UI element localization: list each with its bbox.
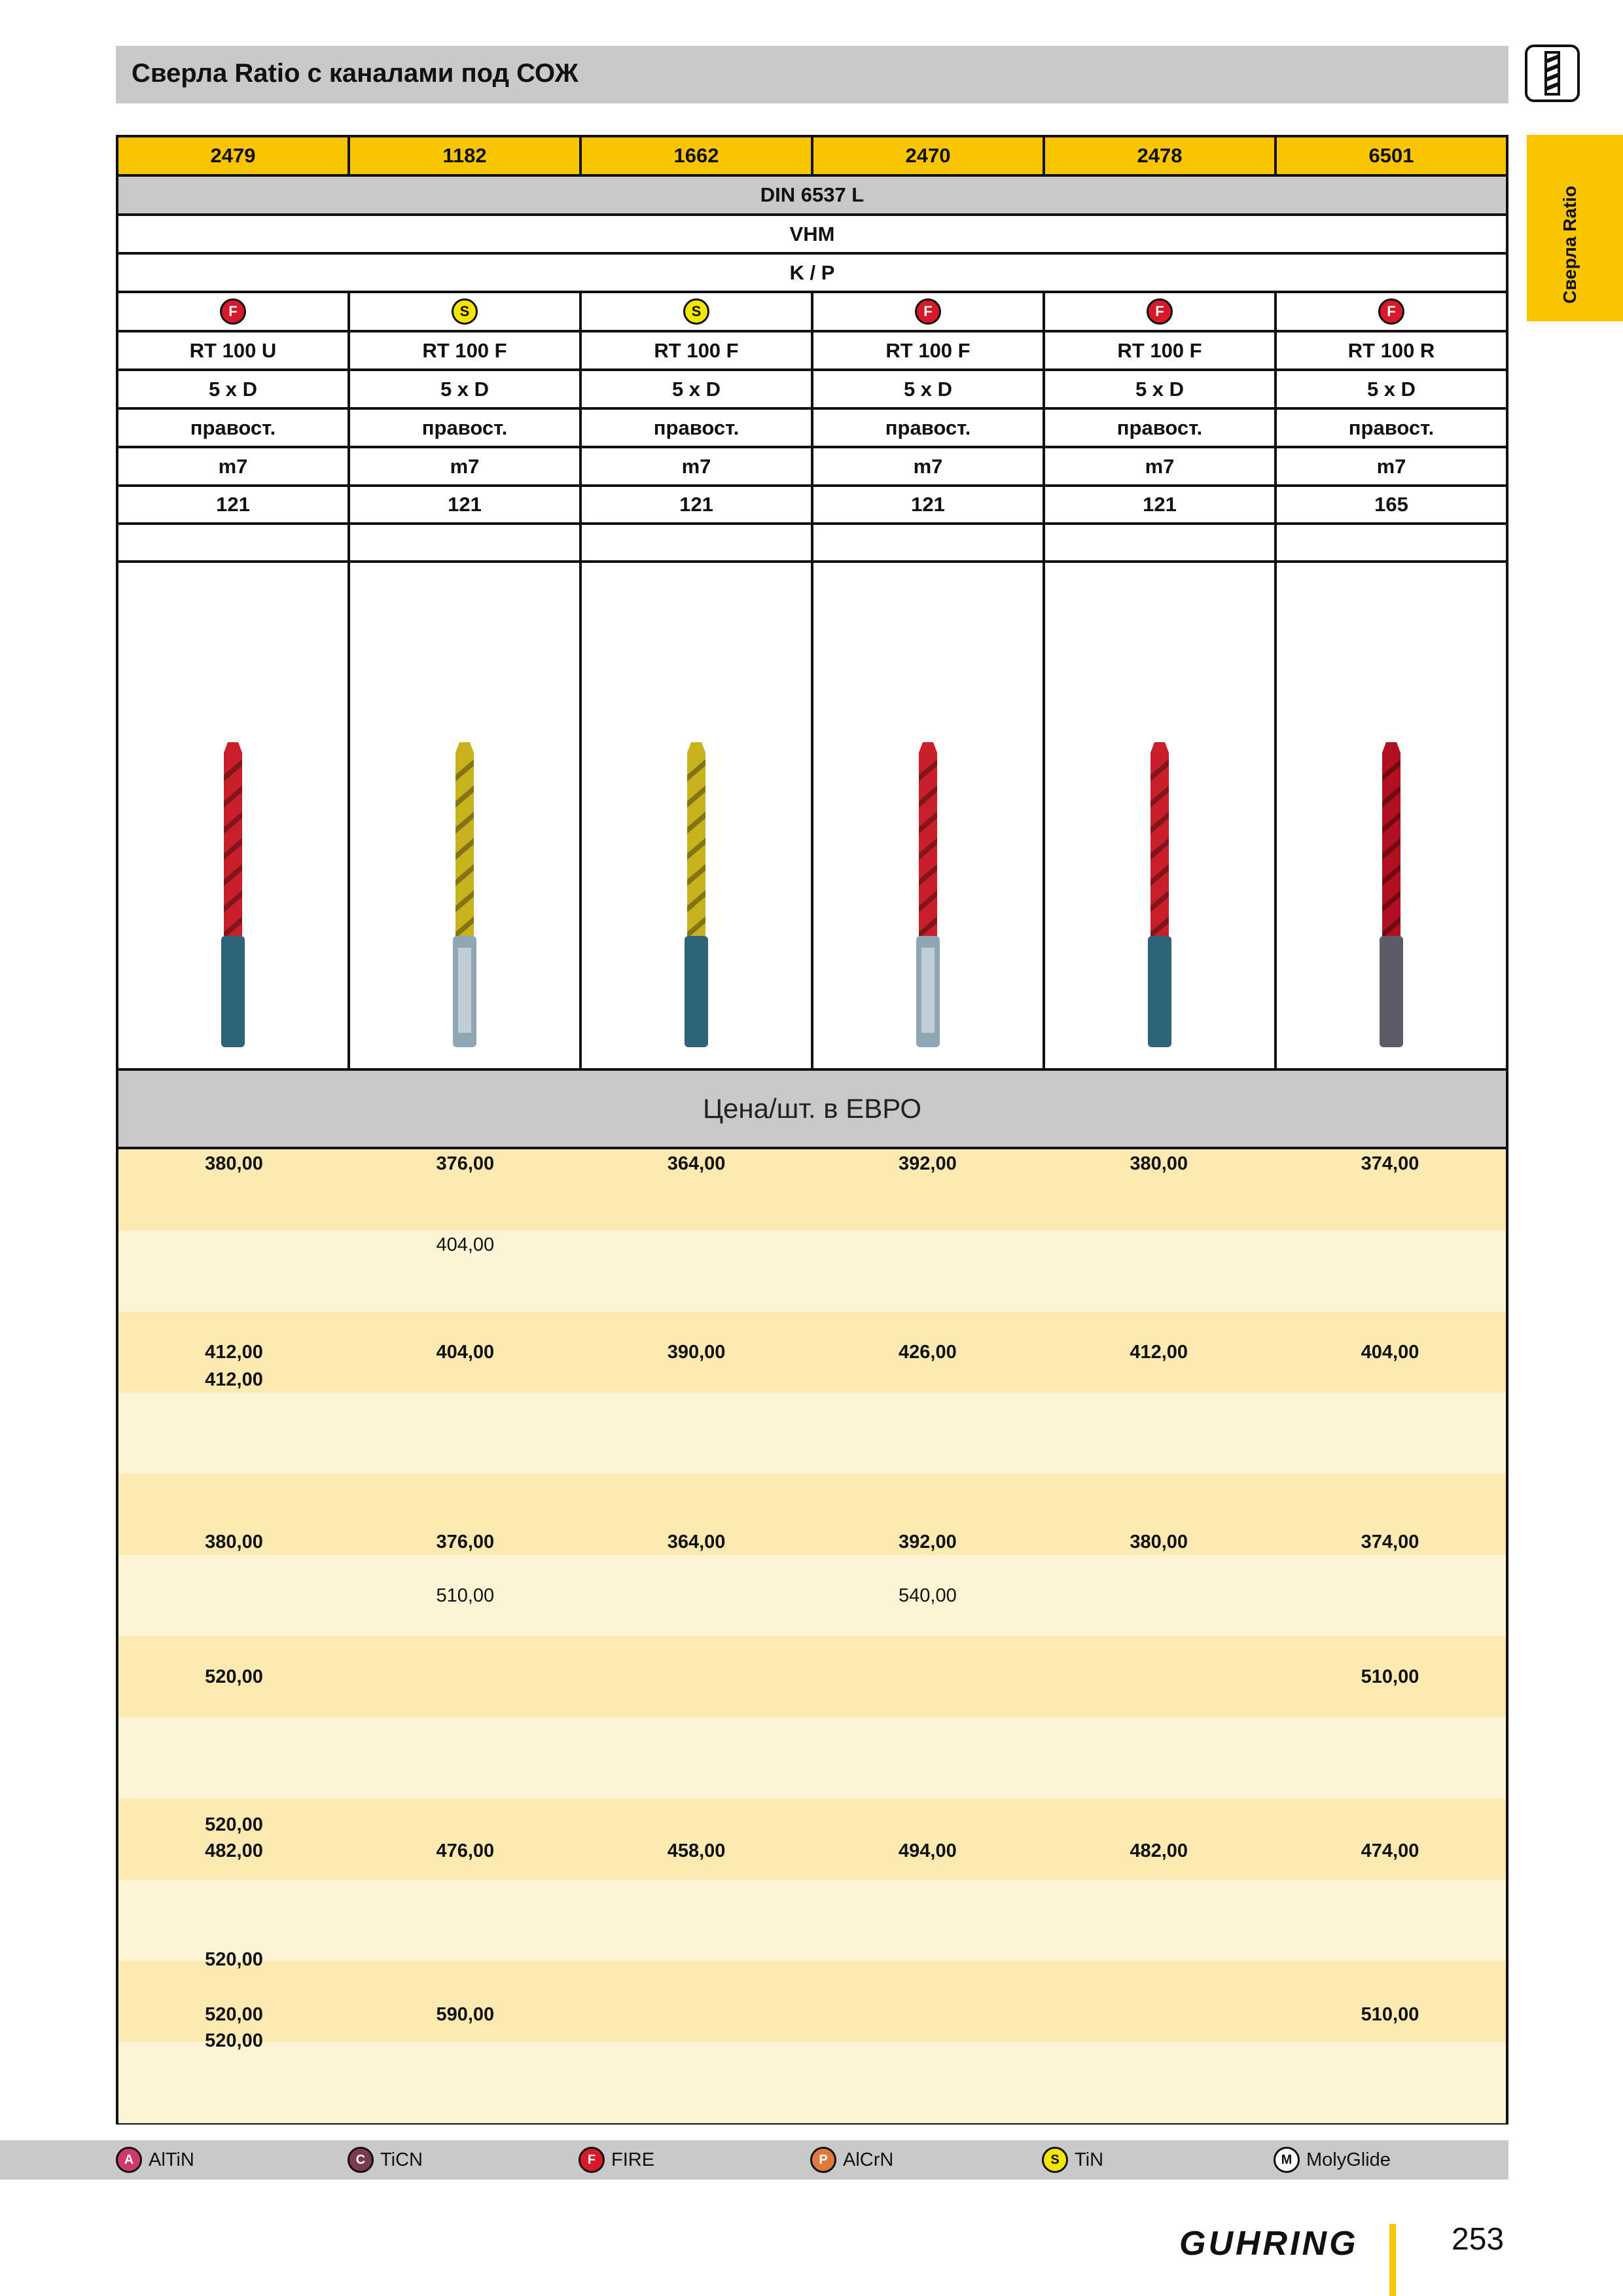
legend-item-altin	[116, 2147, 194, 2173]
price-band	[118, 1799, 1506, 1880]
price-cell: 404,00	[1361, 1342, 1419, 1363]
article-number: 2479	[118, 137, 350, 174]
page-reference: 121	[1045, 487, 1277, 522]
tolerance: m7	[1376, 454, 1406, 478]
drill-type: RT 100 F	[582, 332, 813, 368]
page-title: Сверла Ratio с каналами под СОЖ	[132, 59, 579, 88]
legend-item-tin	[1042, 2147, 1103, 2173]
tolerance-row	[118, 448, 1506, 487]
drill-icon	[1133, 740, 1186, 1054]
drill-icon	[438, 740, 491, 1054]
drill-shank	[1148, 936, 1171, 1047]
price-band	[118, 1393, 1506, 1474]
price-band	[118, 2042, 1506, 2123]
side-tab-label: Сверла Ratio	[1560, 185, 1580, 304]
price-cell: 520,00	[205, 2030, 263, 2051]
tin-coating-icon: S	[452, 298, 478, 325]
coating-row	[118, 293, 1506, 332]
price-cell: 412,00	[1130, 1342, 1188, 1363]
drill-shank-flat	[921, 948, 935, 1033]
fire-coating-icon: F	[915, 298, 941, 325]
drill-icon	[902, 740, 954, 1054]
price-cell: 510,00	[436, 1585, 495, 1606]
price-cell: 380,00	[1130, 1153, 1188, 1174]
price-cell: 376,00	[436, 1153, 495, 1174]
fire-coating-icon: F	[1147, 298, 1173, 325]
tin-icon: S	[1042, 2147, 1068, 2173]
altin-icon: A	[116, 2147, 142, 2173]
application-label: K / P	[789, 260, 835, 284]
price-cell: 374,00	[1361, 1153, 1419, 1174]
price-cell: 540,00	[899, 1585, 957, 1606]
material-label: VHM	[789, 222, 835, 245]
drill-image-cell	[1045, 563, 1277, 1068]
cutting-direction: правост.	[350, 410, 582, 446]
molyglide-icon: M	[1274, 2147, 1300, 2173]
legend-item-alcrn	[810, 2147, 893, 2173]
fire-icon: F	[579, 2147, 605, 2173]
price-cell: 412,00	[205, 1369, 263, 1390]
length-ratio: 5 x D	[1366, 377, 1416, 401]
article-number: 6501	[1368, 144, 1414, 167]
price-cell: 392,00	[899, 1153, 957, 1174]
page-ref-row	[118, 487, 1506, 525]
page-reference: 121	[350, 487, 582, 522]
price-cell: 390,00	[667, 1342, 726, 1363]
length-ratio: 5 x D	[813, 371, 1045, 407]
price-band	[118, 1717, 1506, 1799]
drill-type: RT 100 F	[813, 332, 1045, 368]
price-cell: 520,00	[205, 1666, 263, 1687]
drill-shank	[685, 936, 708, 1047]
empty-row	[118, 525, 1506, 563]
legend-item-fire	[579, 2147, 654, 2173]
price-cell: 374,00	[1361, 1532, 1419, 1552]
cutting-direction: правост.	[1045, 410, 1277, 446]
length-ratio: 5 x D	[582, 371, 813, 407]
legend-item-molyglide	[1274, 2147, 1391, 2173]
ticn-icon: C	[348, 2147, 374, 2173]
price-cell: 520,00	[205, 1814, 263, 1835]
material-row	[118, 216, 1506, 255]
drill-image-cell	[1277, 563, 1506, 1068]
legend-label: AlCrN	[843, 2149, 894, 2170]
drill-shank	[221, 936, 245, 1047]
price-cell: 392,00	[899, 1532, 957, 1552]
type-row	[118, 332, 1506, 371]
price-cell: 520,00	[205, 1949, 263, 1970]
drill-image-cell	[582, 563, 813, 1068]
price-cell: 590,00	[436, 2004, 495, 2025]
drill-shank-flat	[458, 948, 471, 1033]
drill-type: RT 100 F	[1045, 332, 1277, 368]
price-header: Цена/шт. в ЕВРО	[118, 1071, 1506, 1149]
price-grid	[118, 1149, 1506, 2122]
coating-legend	[0, 2140, 1508, 2179]
fire-coating-icon: F	[220, 298, 246, 325]
length-ratio: 5 x D	[118, 371, 350, 407]
section-title-bar	[116, 46, 1508, 103]
drill-category-icon	[1525, 45, 1580, 102]
standard-row	[118, 177, 1506, 216]
legend-item-ticn	[348, 2147, 423, 2173]
drill-images-row	[118, 563, 1506, 1071]
drill-icon	[670, 740, 722, 1054]
price-cell: 404,00	[436, 1342, 495, 1363]
length-ratio: 5 x D	[1045, 371, 1277, 407]
length-row	[118, 371, 1506, 410]
tolerance: m7	[813, 448, 1045, 484]
article-number: 2470	[813, 137, 1045, 174]
fire-coating-icon: F	[1378, 298, 1404, 325]
tolerance: m7	[1045, 448, 1277, 484]
price-cell: 482,00	[205, 1840, 263, 1861]
drill-icon	[207, 740, 259, 1054]
standard-label: DIN 6537 L	[760, 183, 865, 206]
price-cell: 458,00	[667, 1840, 726, 1861]
legend-label: FIRE	[611, 2149, 655, 2170]
cutting-direction: правост.	[813, 410, 1045, 446]
drill-type: RT 100 R	[1347, 338, 1435, 362]
legend-label: TiN	[1075, 2149, 1104, 2170]
tolerance: m7	[582, 448, 813, 484]
brand-logo: GUHRING	[1179, 2225, 1359, 2263]
drill-shank	[1380, 936, 1403, 1047]
legend-label: MolyGlide	[1306, 2149, 1391, 2170]
direction-row	[118, 410, 1506, 448]
article-row	[118, 137, 1506, 177]
article-number: 1662	[582, 137, 813, 174]
tin-coating-icon: S	[683, 298, 709, 325]
price-cell: 482,00	[1130, 1840, 1188, 1861]
page-reference: 121	[813, 487, 1045, 522]
legend-label: TiCN	[380, 2149, 423, 2170]
price-cell: 510,00	[1361, 1666, 1419, 1687]
page-number: 253	[1452, 2222, 1505, 2257]
page-reference: 121	[118, 487, 350, 522]
price-cell: 380,00	[1130, 1532, 1188, 1552]
article-number: 2478	[1045, 137, 1277, 174]
article-number: 1182	[350, 137, 582, 174]
drill-type: RT 100 U	[118, 332, 350, 368]
cutting-direction: правост.	[118, 410, 350, 446]
price-cell: 364,00	[667, 1532, 726, 1552]
price-band	[118, 1230, 1506, 1312]
price-cell: 404,00	[436, 1234, 495, 1255]
price-cell: 494,00	[899, 1840, 957, 1861]
legend-label: AlTiN	[149, 2149, 194, 2170]
drill-icon	[1365, 740, 1418, 1054]
application-row	[118, 255, 1506, 293]
price-cell: 412,00	[205, 1342, 263, 1363]
alcrn-icon: P	[810, 2147, 836, 2173]
cutting-direction: правост.	[582, 410, 813, 446]
drill-image-cell	[350, 563, 582, 1068]
tolerance: m7	[118, 448, 350, 484]
cutting-direction: правост.	[1348, 416, 1435, 439]
price-cell: 474,00	[1361, 1840, 1419, 1861]
price-cell: 376,00	[436, 1532, 495, 1552]
price-cell: 364,00	[667, 1153, 726, 1174]
product-table	[116, 135, 1508, 2125]
drill-image-cell	[118, 563, 350, 1068]
footer-divider	[1389, 2224, 1396, 2296]
page-reference: 121	[582, 487, 813, 522]
price-cell: 520,00	[205, 2004, 263, 2025]
drill-image-cell	[813, 563, 1045, 1068]
price-cell: 380,00	[205, 1532, 263, 1552]
tolerance: m7	[350, 448, 582, 484]
page-reference: 165	[1374, 493, 1408, 516]
side-tab[interactable]	[1527, 135, 1623, 321]
drill-type: RT 100 F	[350, 332, 582, 368]
length-ratio: 5 x D	[350, 371, 582, 407]
price-cell: 476,00	[436, 1840, 495, 1861]
price-cell: 426,00	[899, 1342, 957, 1363]
price-cell: 380,00	[205, 1153, 263, 1174]
price-cell: 510,00	[1361, 2004, 1419, 2025]
